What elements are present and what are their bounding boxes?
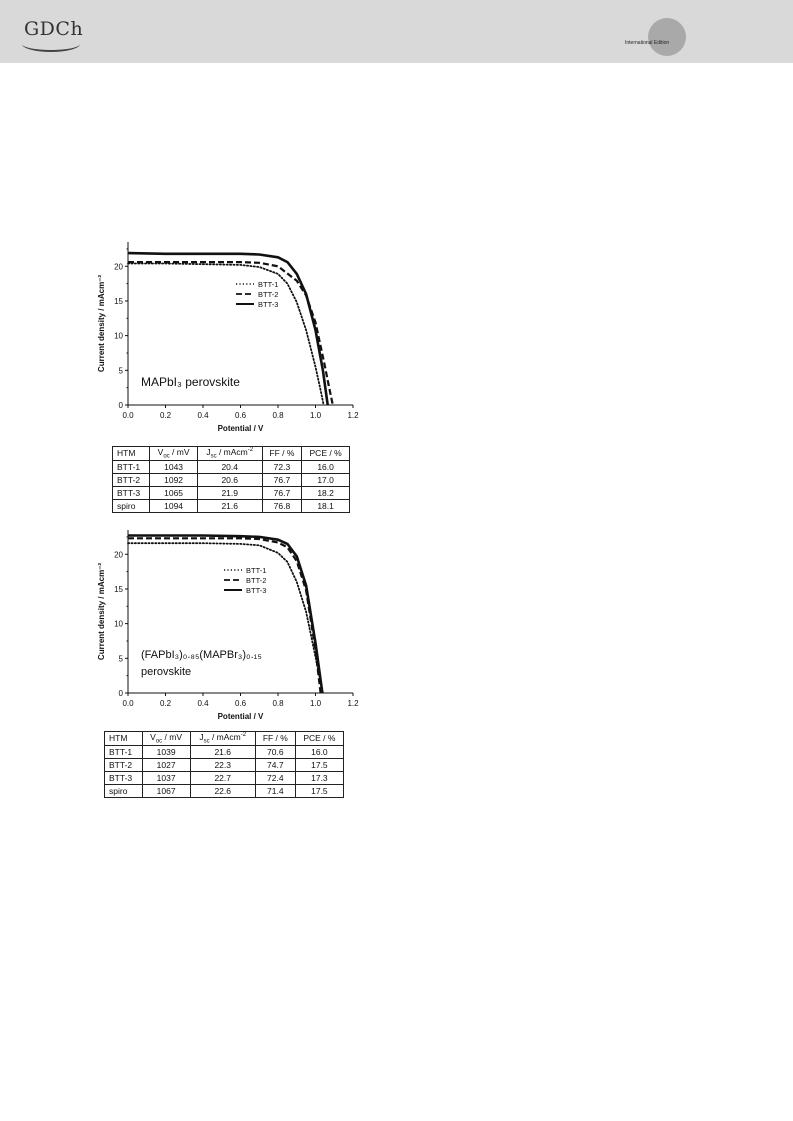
col-pce: PCE / %	[295, 732, 343, 746]
x-tick-label: 0.4	[197, 411, 209, 420]
cell-pce: 17.5	[295, 758, 343, 771]
cell-pce: 18.2	[302, 486, 350, 499]
legend-label-btt-3: BTT-3	[258, 300, 279, 309]
cell-htm: BTT-3	[113, 486, 150, 499]
table-row	[113, 499, 350, 512]
chart-annotation: (FAPbI₃)₀.₈₅(MAPBr₃)₀.₁₅	[141, 649, 262, 661]
edition-badge-text: International Edition	[625, 40, 670, 46]
cell-pce: 17.3	[295, 771, 343, 784]
y-tick-label: 15	[114, 584, 123, 594]
x-tick-label: 0.8	[272, 699, 284, 708]
cell-jsc: 20.4	[197, 460, 262, 473]
jv-chart-mapbi3	[90, 236, 370, 441]
cell-voc: 1092	[150, 473, 197, 486]
y-tick-label: 15	[114, 296, 123, 306]
cell-htm: spiro	[105, 784, 143, 797]
cell-voc: 1043	[150, 460, 197, 473]
gdch-logo: GDCh	[24, 18, 84, 40]
x-tick-label: 1.0	[309, 411, 322, 420]
cell-ff: 72.3	[262, 460, 302, 473]
y-tick-label: 20	[114, 262, 123, 272]
cell-ff: 76.8	[262, 499, 302, 512]
legend-label-btt-2: BTT-2	[258, 290, 279, 299]
col-voc: $V_{oc}$ / mV	[142, 732, 190, 746]
edition-badge-circle	[648, 18, 686, 56]
x-axis-label: Potential / V	[217, 712, 264, 721]
cell-voc: 1037	[142, 771, 190, 784]
cell-voc: 1067	[142, 784, 190, 797]
legend-label-btt-1: BTT-1	[246, 566, 267, 575]
x-tick-label: 1.2	[347, 411, 359, 420]
table-row	[105, 758, 344, 771]
table-row	[105, 771, 344, 784]
col-jsc: $J_{sc}$ / mAcm$^{-2}$	[190, 732, 255, 746]
table-header-row	[113, 447, 350, 461]
table-row	[105, 784, 344, 797]
cell-ff: 71.4	[255, 784, 295, 797]
cell-jsc: 21.9	[197, 486, 262, 499]
col-ff: FF / %	[262, 447, 302, 461]
chart-annotation: perovskite	[141, 666, 192, 678]
cell-pce: 17.5	[295, 784, 343, 797]
legend-label-btt-1: BTT-1	[258, 280, 279, 289]
y-tick-label: 0	[118, 689, 123, 698]
col-jsc: $J_{sc}$ / mAcm$^{-2}$	[197, 447, 262, 461]
x-tick-label: 0.2	[159, 699, 172, 708]
col-htm: HTM	[105, 732, 143, 746]
table-row	[113, 460, 350, 473]
chart-annotation: MAPbI₃ perovskite	[141, 375, 240, 389]
x-tick-label: 0.6	[234, 411, 247, 420]
cell-pce: 17.0	[302, 473, 350, 486]
y-tick-label: 0	[118, 401, 123, 410]
cell-voc: 1039	[142, 745, 190, 758]
cell-htm: BTT-1	[113, 460, 150, 473]
cell-jsc: 20.6	[197, 473, 262, 486]
performance-table-mixed-perovskite	[104, 731, 344, 798]
x-tick-label: 0.0	[122, 699, 134, 708]
table-header-row	[105, 732, 344, 746]
col-voc: $V_{oc}$ / mV	[150, 447, 197, 461]
cell-pce: 18.1	[302, 499, 350, 512]
col-pce: PCE / %	[302, 447, 350, 461]
table-row	[105, 745, 344, 758]
x-tick-label: 1.0	[309, 699, 322, 708]
x-axis-label: Potential / V	[217, 424, 264, 433]
y-axis-label: Current density / mAcm⁻²	[97, 562, 106, 661]
logo-arc-decoration	[22, 36, 80, 52]
y-tick-label: 5	[118, 654, 123, 664]
journal-header	[0, 0, 793, 63]
x-tick-label: 0.2	[159, 411, 172, 420]
cell-htm: BTT-3	[105, 771, 143, 784]
cell-pce: 16.0	[295, 745, 343, 758]
jv-chart-mixed-perovskite	[90, 524, 370, 729]
cell-htm: BTT-2	[113, 473, 150, 486]
x-tick-label: 0.6	[234, 699, 247, 708]
y-tick-label: 20	[114, 550, 123, 560]
y-tick-label: 10	[114, 619, 123, 629]
col-htm: HTM	[113, 447, 150, 461]
cell-jsc: 21.6	[197, 499, 262, 512]
cell-jsc: 22.6	[190, 784, 255, 797]
performance-table-mapbi3	[112, 446, 350, 513]
table-row	[113, 486, 350, 499]
cell-pce: 16.0	[302, 460, 350, 473]
y-axis-label: Current density / mAcm⁻²	[97, 274, 106, 373]
cell-voc: 1027	[142, 758, 190, 771]
cell-ff: 70.6	[255, 745, 295, 758]
x-tick-label: 1.2	[347, 699, 359, 708]
cell-htm: BTT-2	[105, 758, 143, 771]
cell-htm: BTT-1	[105, 745, 143, 758]
x-tick-label: 0.4	[197, 699, 209, 708]
x-tick-label: 0.8	[272, 411, 284, 420]
cell-jsc: 22.7	[190, 771, 255, 784]
x-tick-label: 0.0	[122, 411, 134, 420]
legend-label-btt-2: BTT-2	[246, 576, 267, 585]
cell-ff: 72.4	[255, 771, 295, 784]
legend-label-btt-3: BTT-3	[246, 586, 267, 595]
col-ff: FF / %	[255, 732, 295, 746]
y-tick-label: 10	[114, 331, 123, 341]
cell-voc: 1094	[150, 499, 197, 512]
cell-ff: 76.7	[262, 473, 302, 486]
cell-ff: 74.7	[255, 758, 295, 771]
cell-htm: spiro	[113, 499, 150, 512]
cell-jsc: 22.3	[190, 758, 255, 771]
y-tick-label: 5	[118, 366, 123, 376]
cell-voc: 1065	[150, 486, 197, 499]
cell-ff: 76.7	[262, 486, 302, 499]
cell-jsc: 21.6	[190, 745, 255, 758]
table-row	[113, 473, 350, 486]
